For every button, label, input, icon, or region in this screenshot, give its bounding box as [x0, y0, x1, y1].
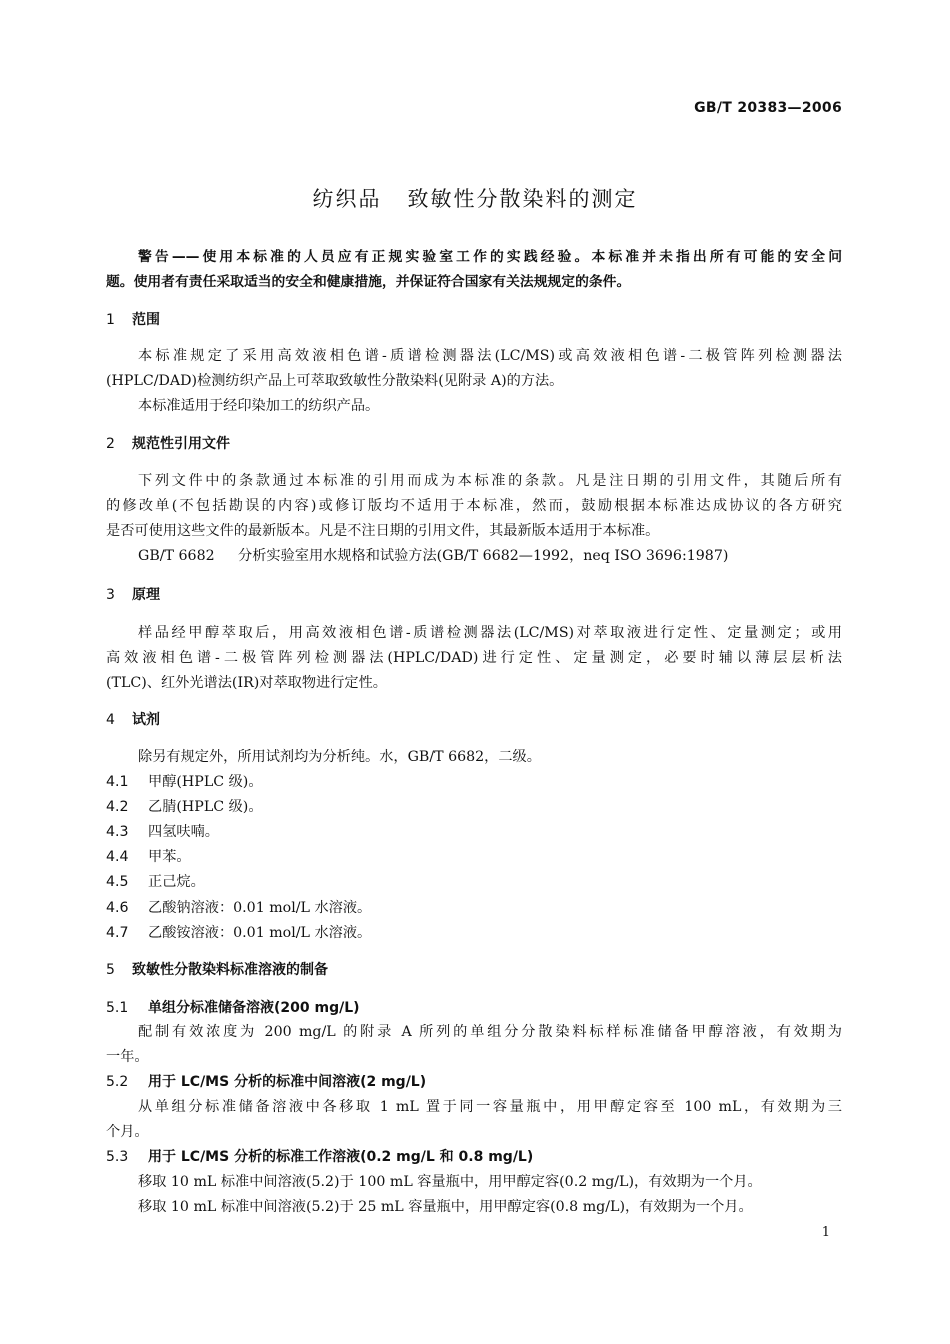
subsection-5-3-heading: [106, 1146, 533, 1168]
subsection-5-1-heading: [106, 997, 360, 1019]
subsection-title: 单组分标准储备溶液(200 mg/L): [148, 1000, 360, 1016]
subsection-title: 用于 LC/MS 分析的标准中间溶液(2 mg/L): [148, 1074, 427, 1090]
warning-line-2: 题。使用者有责任采取适当的安全和健康措施，并保证符合国家有关法规规定的条件。: [106, 274, 631, 290]
list-item: [106, 796, 263, 818]
item-text: 乙腈(HPLC 级)。: [148, 799, 263, 815]
list-item: [106, 821, 219, 843]
s2-para-line-2: 的修改单(不包括勘误的内容)或修订版均不适用于本标准，然而，鼓励根据本标准达成协议的各方研究: [106, 498, 842, 514]
list-item: [106, 897, 371, 919]
s52-para-line-1: 从单组分标准储备溶液中各移取 1 mL 置于同一容量瓶中，用甲醇定容至 100 mL，有效期为三: [138, 1099, 842, 1115]
title-part-2: 致敏性分散染料的测定: [407, 187, 638, 211]
item-text: 甲醇(HPLC 级)。: [148, 774, 263, 790]
item-number: 4.3: [106, 824, 129, 840]
list-item: [106, 871, 205, 893]
item-text: 乙酸铵溶液：0.01 mol/L 水溶液。: [148, 925, 372, 941]
item-number: 4.6: [106, 900, 129, 916]
s1-para-line-2: (HPLC/DAD)检测纺织产品上可萃取致敏性分散染料(见附录 A)的方法。: [106, 373, 564, 389]
item-text: 甲苯。: [148, 849, 191, 865]
subsection-number: 5.1: [106, 1000, 129, 1016]
title-part-1: 纺织品: [312, 187, 382, 211]
s51-para-line-2: 一年。: [106, 1049, 149, 1065]
s4-intro: 除另有规定外，所用试剂均为分析纯。水，GB/T 6682，二级。: [138, 749, 541, 765]
section-title: 致敏性分散染料标准溶液的制备: [132, 962, 328, 978]
reference-title: 分析实验室用水规格和试验方法(GB/T 6682—1992，neq ISO 3696:1987): [238, 548, 729, 564]
section-number: 4: [106, 712, 115, 728]
standard-code: GB/T 20383—2006: [694, 100, 842, 116]
section-4-heading: [106, 709, 160, 731]
item-text: 乙酸钠溶液：0.01 mol/L 水溶液。: [148, 900, 372, 916]
section-title: 原理: [132, 587, 160, 603]
section-number: 3: [106, 587, 115, 603]
section-3-heading: [106, 584, 160, 606]
warning-line-1: 警告——使用本标准的人员应有正规实验室工作的实践经验。本标准并未指出所有可能的安全问: [138, 249, 842, 265]
s53-para-line-2: 移取 10 mL 标准中间溶液(5.2)于 25 mL 容量瓶中，用甲醇定容(0.8 mg/L)，有效期为一个月。: [138, 1199, 753, 1215]
item-number: 4.5: [106, 874, 129, 890]
s3-para-line-1: 样品经甲醇萃取后，用高效液相色谱-质谱检测器法(LC/MS)对萃取液进行定性、定量测定；或用: [138, 625, 842, 641]
s1-para-line-1: 本标准规定了采用高效液相色谱-质谱检测器法(LC/MS)或高效液相色谱-二极管阵列检测器法: [138, 348, 842, 364]
reference-code: GB/T 6682: [138, 548, 215, 564]
s51-para-line-1: 配制有效浓度为 200 mg/L 的附录 A 所列的单组分分散染料标样标准储备甲醇溶液，有效期为: [138, 1024, 842, 1040]
s3-para-line-2: 高效液相色谱-二极管阵列检测器法(HPLC/DAD)进行定性、定量测定，必要时辅以薄层层析法: [106, 650, 842, 666]
section-1-heading: [106, 309, 160, 331]
list-item: [106, 922, 371, 944]
s52-para-line-2: 个月。: [106, 1124, 149, 1140]
subsection-5-2-heading: [106, 1071, 426, 1093]
s53-para-line-1: 移取 10 mL 标准中间溶液(5.2)于 100 mL 容量瓶中，用甲醇定容(0.2 mg/L)，有效期为一个月。: [138, 1174, 762, 1190]
list-item: [106, 846, 191, 868]
page-number: 1: [821, 1225, 830, 1240]
section-number: 5: [106, 962, 115, 978]
list-item: [106, 771, 263, 793]
s2-reference: [138, 545, 728, 567]
s3-para-line-3: (TLC)、红外光谱法(IR)对萃取物进行定性。: [106, 675, 387, 691]
item-number: 4.4: [106, 849, 129, 865]
subsection-number: 5.3: [106, 1149, 129, 1165]
item-text: 正己烷。: [148, 874, 205, 890]
item-number: 4.2: [106, 799, 129, 815]
section-number: 2: [106, 436, 115, 452]
section-number: 1: [106, 312, 115, 328]
section-title: 规范性引用文件: [132, 436, 230, 452]
section-title: 试剂: [132, 712, 160, 728]
document-title: [0, 183, 950, 213]
section-2-heading: [106, 433, 230, 455]
s2-para-line-3: 是否可使用这些文件的最新版本。凡是不注日期的引用文件，其最新版本适用于本标准。: [106, 523, 660, 539]
s2-para-line-1: 下列文件中的条款通过本标准的引用而成为本标准的条款。凡是注日期的引用文件，其随后所有: [138, 473, 842, 489]
item-number: 4.7: [106, 925, 129, 941]
subsection-number: 5.2: [106, 1074, 129, 1090]
item-text: 四氢呋喃。: [148, 824, 219, 840]
subsection-title: 用于 LC/MS 分析的标准工作溶液(0.2 mg/L 和 0.8 mg/L): [148, 1149, 534, 1165]
item-number: 4.1: [106, 774, 129, 790]
section-title: 范围: [132, 312, 160, 328]
s1-para-2: 本标准适用于经印染加工的纺织产品。: [138, 398, 380, 414]
section-5-heading: [106, 959, 328, 981]
